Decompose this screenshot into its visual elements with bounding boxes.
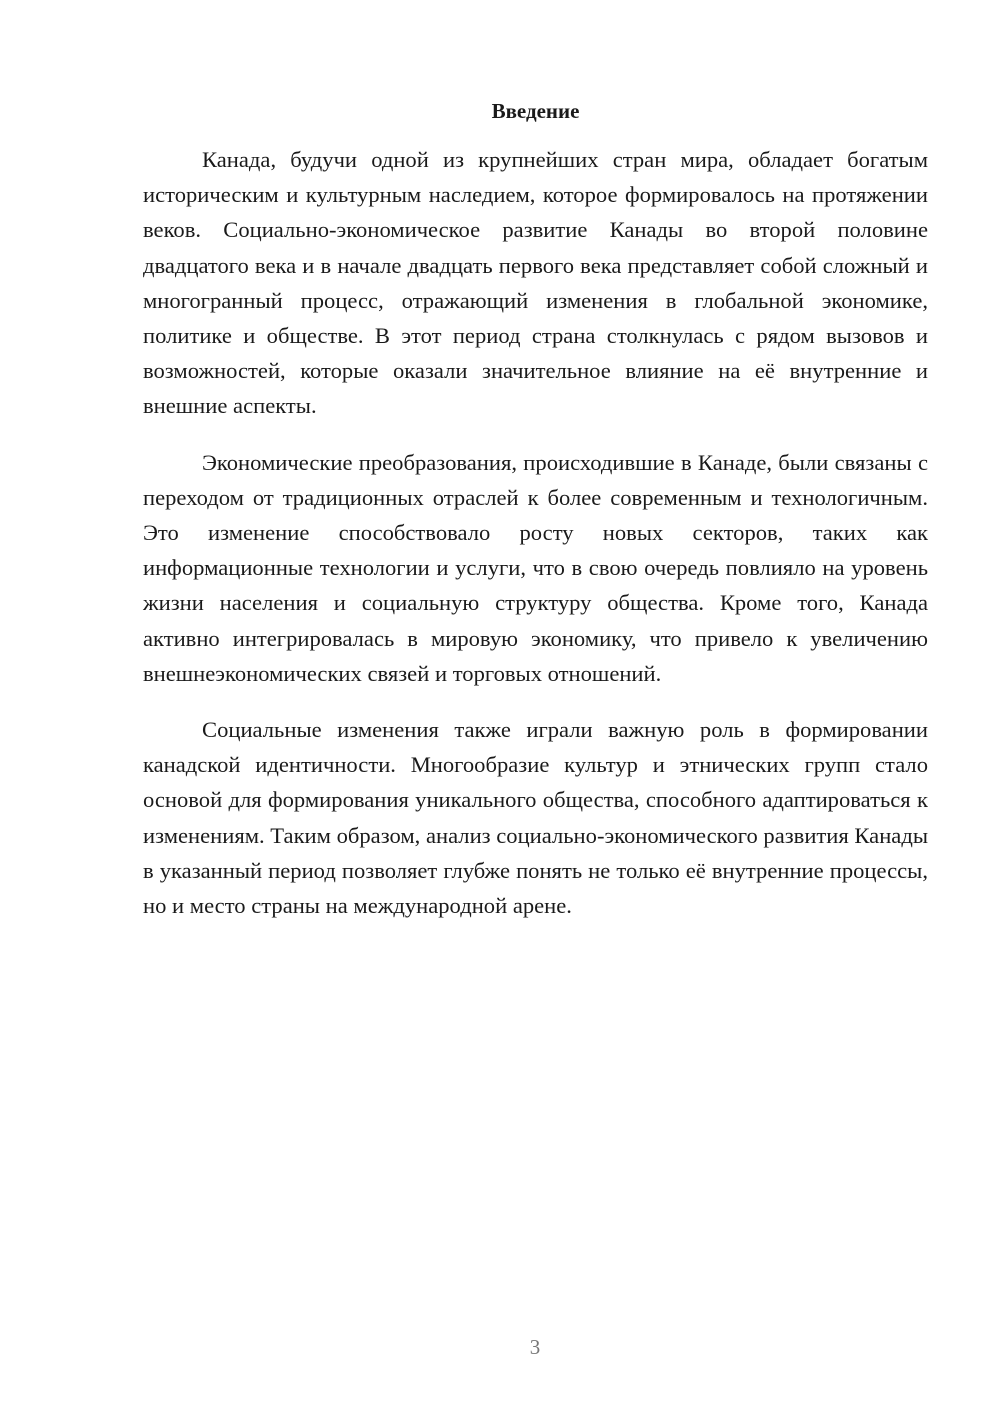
page-number: 3	[529, 1335, 541, 1359]
paragraph-1: Канада, будучи одной из крупнейших стран мира, обладает богатым историческим и культурным наследием, которое формировалось на протяжении веков. Социально-экономическое развитие Канады во второй половине двадцатого века и в начале двадцать первого века представляет собой сложный и многогранный процесс, отражающий изменения в глобальной экономике, политике и обществе. В этот период страна столкнулась с рядом вызовов и возможностей, которые оказали значительное влияние на её внутренние и внешние аспекты.	[143, 147, 928, 419]
paragraph-2: Экономические преобразования, происходившие в Канаде, были связаны с переходом от традиционных отраслей к более современным и технологичным. Это изменение способствовало росту новых секторов, таких как информационные технологии и услуги, что в свою очередь повлияло на уровень жизни населения и социальную структуру общества. Кроме того, Канада активно интегрировалась в мировую экономику, что привело к увеличению внешнеэкономических связей и торговых отношений.	[143, 449, 928, 686]
body-text	[143, 142, 928, 944]
section-heading: Введение	[491, 99, 580, 123]
paragraph-3: Социальные изменения также играли важную роль в формировании канадской идентичности. Многообразие культур и этнических групп стало основой для формирования уникального общества, способного адаптироваться к изменениям. Таким образом, анализ социально-экономического развития Канады в указанный период позволяет глубже понять не только её внутренние процессы, но и место страны на международной арене.	[143, 717, 929, 919]
